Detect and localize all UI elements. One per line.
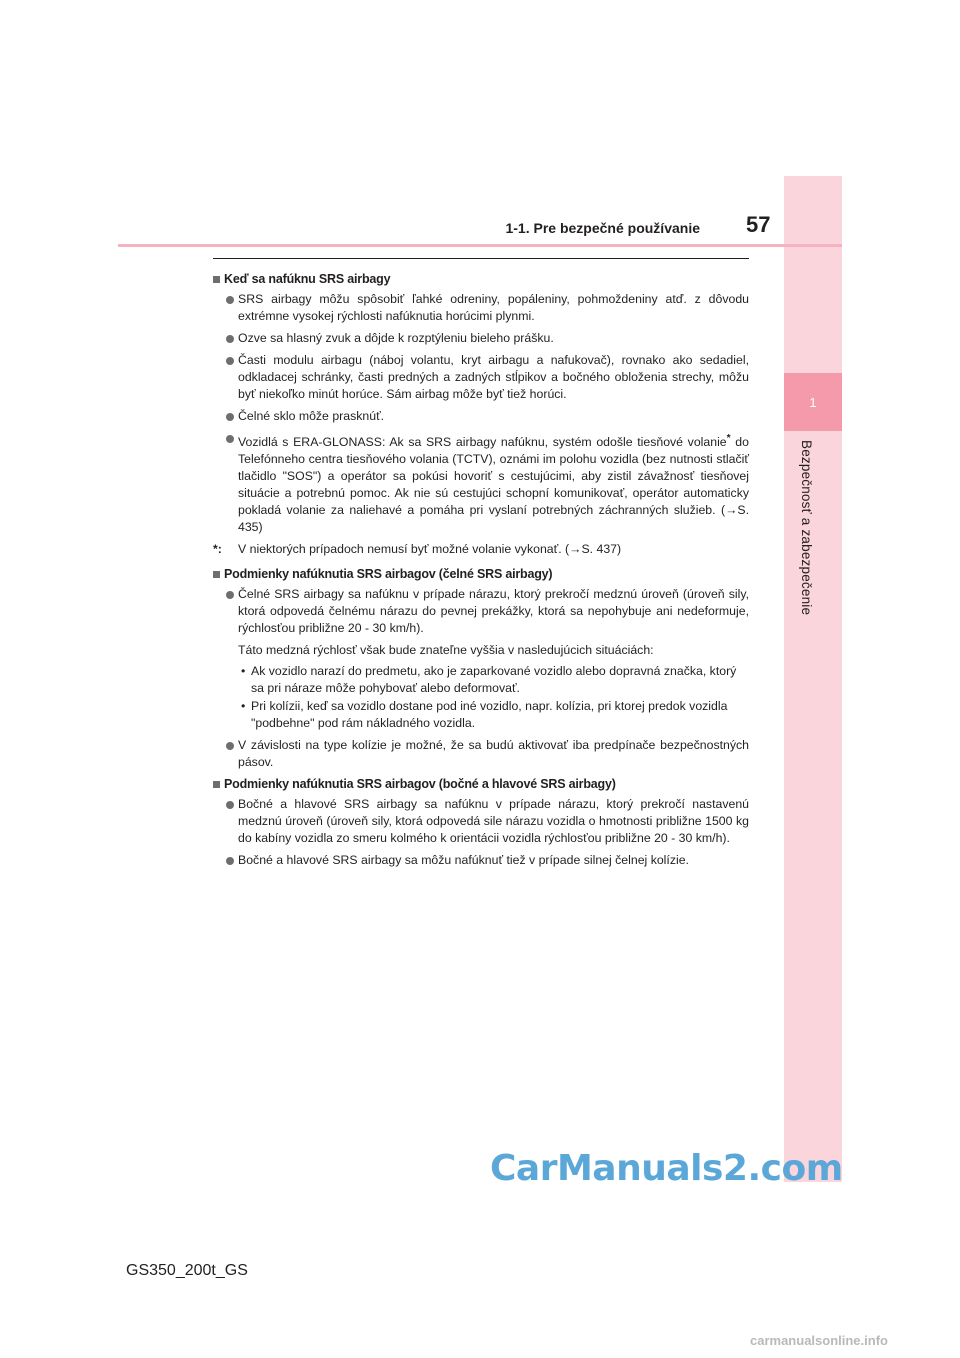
list-item: Časti modulu airbagu (náboj volantu, kryt airbagu a nafukovač), rovnako ako sedadiel, odkladacej schránky, časti predných a zadných stĺpikov a bočného obloženia strechy, môžu byť niekoľko minút horúce. Sám airbag môže byť tiež horúci.	[213, 352, 749, 403]
footnote-marker: *	[726, 433, 731, 444]
dot-bullet-icon: •	[241, 664, 246, 679]
sub-list-item: • Pri kolízii, keď sa vozidlo dostane pod iné vozidlo, napr. kolízia, pri ktorej predok vozidla "podbehne" pod rám nákladného vozidla.	[241, 699, 728, 731]
list-item: Ozve sa hlasný zvuk a dôjde k rozptýleniu bieleho prášku.	[213, 330, 749, 347]
chapter-title: Bezpečnosť a zabezpečenie	[799, 440, 814, 616]
dot-bullet-icon: •	[241, 699, 246, 714]
section-heading: Podmienky nafúknutia SRS airbagov (bočné a hlavové SRS airbagy)	[213, 776, 749, 793]
list-item: V závislosti na type kolízie je možné, že sa budú aktivovať iba predpínače bezpečnostných pásov.	[213, 737, 749, 771]
page-content	[213, 266, 749, 874]
square-bullet-icon	[213, 571, 220, 578]
chapter-number: 1	[809, 394, 817, 410]
footnote-label: *:	[213, 542, 222, 557]
header-rule	[118, 244, 842, 247]
circle-bullet-icon	[226, 801, 234, 809]
circle-bullet-icon	[226, 413, 234, 421]
list-item: SRS airbagy môžu spôsobiť ľahké odreniny, popáleniny, pohmoždeniny atď. z dôvodu extrémne vysokej rýchlosti nafúknutia horúcimi plynmi.	[213, 291, 749, 325]
circle-bullet-icon	[226, 335, 234, 343]
section-heading: Keď sa nafúknu SRS airbagy	[213, 271, 749, 288]
watermark-logo[interactable]: CarManuals2.com	[490, 1148, 843, 1189]
section-title: 1-1. Pre bezpečné používanie	[505, 220, 700, 236]
square-bullet-icon	[213, 276, 220, 283]
footer-watermark[interactable]: carmanualsonline.info	[750, 1333, 888, 1348]
sub-list-item: • Ak vozidlo narazí do predmetu, ako je zaparkované vozidlo alebo dopravná značka, ktorý sa pri náraze môže pohybovať alebo deformovať.	[241, 664, 737, 696]
page-number: 57	[746, 212, 771, 237]
list-item: Bočné a hlavové SRS airbagy sa môžu nafúknuť tiež v prípade silnej čelnej kolízie.	[213, 852, 749, 869]
list-item: Čelné SRS airbagy sa nafúknu v prípade nárazu, ktorý prekročí medznú úroveň (úroveň sily, ktorá odpovedá čelnému nárazu do pevnej prekážky, ktorá sa nepohybuje ani nedeformuje, rýchlosťou približne 20 - 30 km/h).	[213, 586, 749, 637]
circle-bullet-icon	[226, 857, 234, 865]
footer-model-code: GS350_200t_GS	[126, 1262, 248, 1279]
list-item: Vozidlá s ERA-GLONASS: Ak sa SRS airbagy nafúknu, systém odošle tiesňové volanie* do Telefónneho centra tiesňového volania (TCTV), oznámi im polohu vozidla (bez nutnosti stlačiť tlačidlo "SOS") a operátor sa pokúsi hovoriť s cestujúcimi, aby zistil závažnosť tiesňovej situácie a potrebnú pomoc. Ak nie sú cestujúci schopní komunikovať, operátor automaticky pokladá volanie za naliehavé a pomáha pri vyslaní potrebných záchranných služieb. (→S. 435)	[213, 430, 749, 536]
circle-bullet-icon	[226, 296, 234, 304]
circle-bullet-icon	[226, 357, 234, 365]
square-bullet-icon	[213, 781, 220, 788]
paragraph: Táto medzná rýchlosť však bude znateľne vyššia v nasledujúcich situáciách:	[238, 643, 654, 658]
footnote: *: V niektorých prípadoch nemusí byť možné volanie vykonať. (→S. 437)	[213, 542, 622, 557]
content-rule	[213, 258, 749, 259]
circle-bullet-icon	[226, 591, 234, 599]
list-item: Čelné sklo môže prasknúť.	[213, 408, 749, 425]
circle-bullet-icon	[226, 742, 234, 750]
circle-bullet-icon	[226, 435, 234, 443]
chapter-sidebar	[784, 176, 842, 1182]
list-item: Bočné a hlavové SRS airbagy sa nafúknu v prípade nárazu, ktorý prekročí nastavenú medznú úroveň (úroveň sily, ktorá odpovedá sile nárazu vozidla o hmotnosti približne 1500 kg do kabíny vozidla zo smeru kolmého k orientácii vozidla rýchlosťou približne 20 - 30 km/h).	[213, 796, 749, 847]
section-heading: Podmienky nafúknutia SRS airbagov (čelné SRS airbagy)	[213, 566, 749, 583]
chapter-number-tab[interactable]	[784, 373, 842, 431]
